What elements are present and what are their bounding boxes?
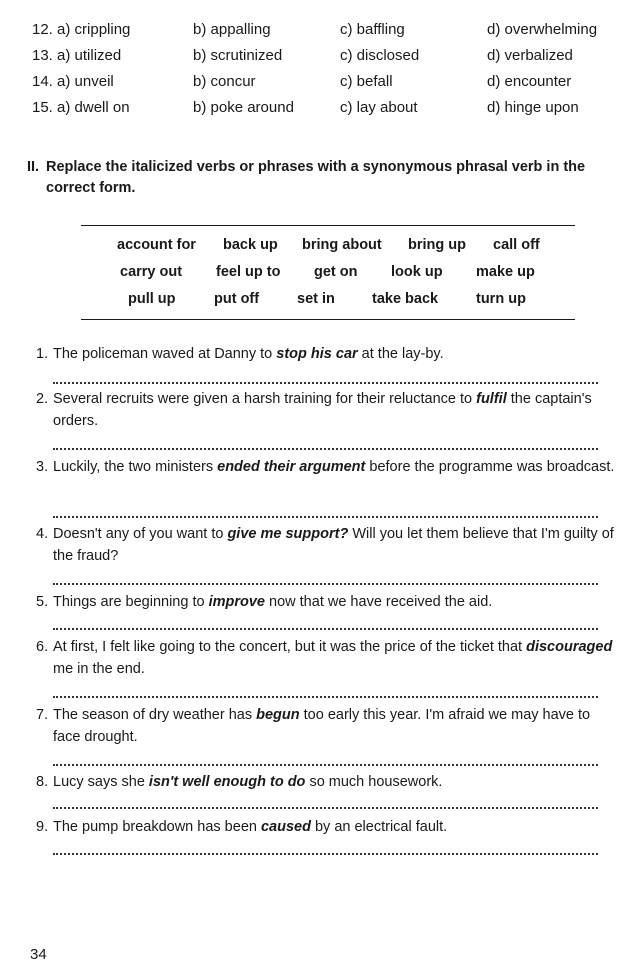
mc-option-d: d) hinge upon bbox=[487, 99, 579, 116]
mc-option-a-text: a) crippling bbox=[57, 21, 131, 38]
question-text bbox=[36, 816, 616, 838]
mc-option-c: c) lay about bbox=[340, 99, 418, 116]
question-text-after: by an electrical fault. bbox=[310, 819, 448, 835]
question-text bbox=[36, 636, 616, 680]
question-text-after: Will you let them believe that I'm guilty of the fraud? bbox=[53, 526, 614, 564]
mc-option-c: c) befall bbox=[340, 73, 393, 90]
mc-option-c: c) baffling bbox=[340, 21, 405, 38]
question-text-before: At first, I felt like going to the concert, but it was the price of the ticket that bbox=[53, 639, 527, 655]
question bbox=[36, 523, 616, 567]
italic-phrase: improve bbox=[208, 594, 265, 610]
answer-line[interactable] bbox=[53, 758, 598, 766]
section-number: II. bbox=[27, 159, 40, 175]
mc-row bbox=[0, 47, 638, 69]
question-number: 1. bbox=[36, 346, 49, 362]
question-text-before: The pump breakdown has been bbox=[53, 819, 261, 835]
italic-phrase: stop his car bbox=[276, 346, 358, 362]
question-number: 7. bbox=[36, 707, 49, 723]
question-text-after: so much housework. bbox=[305, 774, 443, 790]
mc-number: 13. bbox=[32, 47, 53, 64]
answer-line[interactable] bbox=[53, 577, 598, 585]
mc-option-b: b) appalling bbox=[193, 21, 271, 38]
question-text-after: now that we have received the aid. bbox=[265, 594, 493, 610]
mc-number: 15. bbox=[32, 99, 53, 116]
question-text-before: Lucy says she bbox=[53, 774, 149, 790]
question-text-after: too early this year. I'm afraid we may have to face drought. bbox=[53, 707, 591, 745]
word-box-item: take back bbox=[372, 291, 439, 307]
mc-number: 14. bbox=[32, 73, 53, 90]
question bbox=[36, 636, 616, 680]
question-number: 4. bbox=[36, 526, 49, 542]
question-text bbox=[36, 771, 616, 793]
question bbox=[36, 343, 616, 365]
italic-phrase: fulfil bbox=[476, 391, 507, 407]
answer-line[interactable] bbox=[53, 622, 598, 630]
answer-line[interactable] bbox=[53, 847, 598, 855]
mc-row bbox=[0, 99, 638, 121]
mc-option-a-text: a) dwell on bbox=[57, 99, 130, 116]
word-box-item: pull up bbox=[128, 291, 176, 307]
mc-option-a bbox=[32, 99, 130, 116]
answer-line[interactable] bbox=[53, 690, 598, 698]
question-text bbox=[36, 704, 616, 748]
word-box-item: bring up bbox=[408, 237, 466, 253]
question bbox=[36, 816, 616, 838]
question-text bbox=[36, 456, 616, 478]
answer-line[interactable] bbox=[53, 376, 598, 384]
mc-option-d: d) overwhelming bbox=[487, 21, 598, 38]
mc-number: 12. bbox=[32, 21, 53, 38]
question-text-before: The policeman waved at Danny to bbox=[53, 346, 277, 362]
word-box-item: bring about bbox=[302, 237, 382, 253]
mc-option-a bbox=[32, 73, 114, 90]
section-instruction: Replace the italicized verbs or phrases with a synonymous phrasal verb in the correct form. bbox=[46, 159, 586, 196]
word-box-item: feel up to bbox=[216, 264, 281, 280]
question-number: 3. bbox=[36, 459, 49, 475]
answer-line[interactable] bbox=[53, 510, 598, 518]
mc-option-b: b) scrutinized bbox=[193, 47, 283, 64]
question-text bbox=[36, 343, 616, 365]
answer-line[interactable] bbox=[53, 442, 598, 450]
question-number: 6. bbox=[36, 639, 49, 655]
italic-phrase: give me support? bbox=[227, 526, 349, 542]
word-box-item: account for bbox=[117, 237, 196, 253]
italic-phrase: caused bbox=[260, 819, 311, 835]
mc-row bbox=[0, 73, 638, 95]
question-text-before: Doesn't any of you want to bbox=[53, 526, 228, 542]
question-number: 2. bbox=[36, 391, 49, 407]
question-number: 9. bbox=[36, 819, 49, 835]
mc-option-d: d) verbalized bbox=[487, 47, 573, 64]
word-box-item: put off bbox=[214, 291, 260, 307]
word-box-item: carry out bbox=[120, 264, 183, 280]
mc-option-c: c) disclosed bbox=[340, 47, 420, 64]
question bbox=[36, 388, 616, 432]
section-heading bbox=[27, 157, 607, 199]
question-text-after: before the programme was broadcast. bbox=[365, 459, 615, 475]
mc-row bbox=[0, 21, 638, 43]
question-text-before: Things are beginning to bbox=[53, 594, 209, 610]
italic-phrase: ended their argument bbox=[217, 459, 366, 475]
question-text bbox=[36, 523, 616, 567]
question-text-before: Luckily, the two ministers bbox=[53, 459, 218, 475]
question-text-after: me in the end. bbox=[53, 661, 145, 677]
word-box-item: get on bbox=[314, 264, 358, 280]
answer-line[interactable] bbox=[53, 801, 598, 809]
mc-option-a-text: a) utilized bbox=[57, 47, 122, 64]
word-box-item: look up bbox=[391, 264, 443, 280]
question-text-before: The season of dry weather has bbox=[53, 707, 257, 723]
italic-phrase: isn't well enough to do bbox=[148, 774, 306, 790]
mc-option-d: d) encounter bbox=[487, 73, 572, 90]
question-text-after: at the lay-by. bbox=[357, 346, 444, 362]
mc-option-a-text: a) unveil bbox=[57, 73, 114, 90]
mc-option-a bbox=[32, 21, 130, 38]
word-box-item: back up bbox=[223, 237, 278, 253]
mc-option-b: b) concur bbox=[193, 73, 256, 90]
mc-option-b: b) poke around bbox=[193, 99, 294, 116]
question bbox=[36, 771, 616, 793]
word-box-item: set in bbox=[297, 291, 335, 307]
word-box bbox=[81, 225, 575, 320]
question-text-after: the captain's orders. bbox=[53, 391, 592, 429]
question-text-before: Several recruits were given a harsh training for their reluctance to bbox=[53, 391, 477, 407]
question-text bbox=[36, 591, 616, 613]
word-box-item: call off bbox=[493, 237, 540, 253]
italic-phrase: discouraged bbox=[526, 639, 613, 655]
question bbox=[36, 456, 616, 478]
question-number: 5. bbox=[36, 594, 49, 610]
italic-phrase: begun bbox=[256, 707, 300, 723]
mc-option-a bbox=[32, 47, 121, 64]
word-box-item: make up bbox=[476, 264, 535, 280]
question-number: 8. bbox=[36, 774, 49, 790]
question bbox=[36, 591, 616, 613]
question bbox=[36, 704, 616, 748]
question-text bbox=[36, 388, 616, 432]
word-box-item: turn up bbox=[476, 291, 526, 307]
page-number: 34 bbox=[30, 946, 47, 963]
